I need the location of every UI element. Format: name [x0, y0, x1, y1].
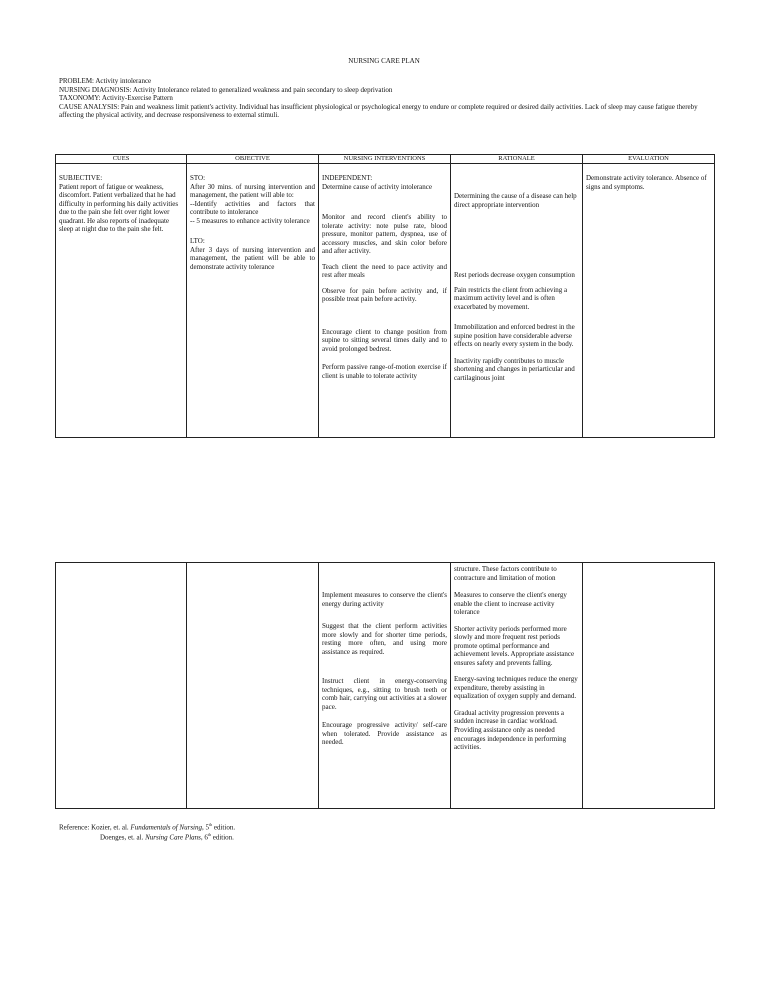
intervention-item: Suggest that the client perform activities more slowly and for shorter time periods, resting more often, and using more assistance as required.: [322, 622, 447, 656]
reference-edition: , 5: [202, 823, 209, 832]
rationale-item: Measures to conserve the client's energy enable the client to increase activity tolerance: [454, 591, 567, 617]
cause-analysis-line: CAUSE ANALYSIS: Pain and weakness limit patient's activity. Individual has insufficient physiological or psychological energy to endure or complete required or desired daily activities. Lack of sleep may cause fatigue thereby affecting the physical activity, and decrease responsiveness to external stimuli.: [59, 102, 698, 120]
intervention-item: Perform passive range-of-motion exercise if client is unable to tolerate activity: [322, 363, 447, 380]
reference-author: Kozier, et. al.: [91, 823, 129, 832]
independent-label: INDEPENDENT:: [322, 174, 373, 182]
intervention-item: Encourage client to change position from supine to sitting several times daily and to avoid prolonged bedrest.: [322, 327, 447, 353]
interventions-cell: [319, 164, 451, 438]
rationale-item: Shorter activity periods performed more slowly and more frequent rest periods promote optimal performance and achievement levels. Appropriate assistance ensures safety and prevents falling.: [454, 624, 575, 667]
lto-heading: LTO:: [190, 237, 205, 246]
intervention-item: Teach client the need to pace activity and rest after meals: [322, 262, 447, 280]
page-title: NURSING CARE PLAN: [348, 57, 420, 65]
problem-line: PROBLEM: Activity intolerance: [59, 77, 152, 85]
rationale-cell-continued: [451, 563, 583, 809]
rationale-item: Determining the cause of a disease can help direct appropriate intervention: [454, 192, 577, 209]
rationale-item: Gradual activity progression prevents a sudden increase in cardiac workload. Providing assistance only as needed encourages independence in performing activities.: [454, 708, 567, 752]
intervention-item: Encourage progressive activity/ self-care when tolerated. Provide assistance as needed.: [322, 721, 447, 747]
reference-label: Reference:: [59, 823, 90, 832]
intervention-item: Monitor and record client's ability to tolerate activity: note pulse rate, blood pressure, monitor pattern, dyspnea, use of accessory muscles, and skin color before and after activity.: [322, 213, 447, 256]
reference-sup: th: [207, 832, 211, 838]
table-row: [56, 164, 715, 438]
column-header-cues: CUES: [56, 155, 187, 164]
rationale-item: Energy-saving techniques reduce the energy expenditure, thereby assisting in equalization of oxygen supply and demand.: [454, 675, 578, 701]
references: [59, 822, 235, 842]
reference-end: edition.: [210, 833, 234, 842]
intervention-item: Determine cause of activity intolerance: [322, 182, 433, 191]
reference-title: Nursing Care Plans: [145, 833, 201, 842]
rationale-item: Pain restricts the client from achieving a maximum activity level and is often exacerbated by movement.: [454, 285, 568, 311]
intervention-item: Implement measures to conserve the client's energy during activity: [322, 591, 447, 608]
reference-sup: th: [209, 822, 213, 827]
lto-text: After 3 days of nursing intervention and management, the patient will be able to demonstrate activity tolerance: [190, 245, 315, 271]
care-plan-table-part2: [55, 562, 715, 809]
objective-cell-continued: [187, 563, 319, 809]
taxonomy-line: TAXONOMY: Activity-Exercise Pattern: [59, 94, 173, 103]
subjective-heading: SUBJECTIVE:: [59, 174, 103, 182]
table-header-row: [56, 155, 715, 164]
evaluation-cell: Demonstrate activity tolerance. Absence of signs and symptoms.: [583, 164, 715, 438]
column-header-evaluation: EVALUATION: [583, 155, 715, 164]
sto-heading: STO:: [190, 174, 206, 182]
intervention-item: Instruct client in energy-conserving techniques, e.g., sitting to brush teeth or comb hair, carrying out activities at a slower pace.: [322, 677, 447, 711]
column-header-objective: OBJECTIVE: [187, 155, 319, 164]
rationale-item: Immobilization and enforced bedrest in the supine position have considerable adverse effects on nearly every system in the body.: [454, 323, 575, 349]
reference-title: Fundamentals of Nursing: [130, 823, 202, 832]
sto-text: After 30 mins. of nursing intervention and management, the patient will able to:: [190, 182, 315, 200]
reference-edition: , 6: [200, 833, 208, 842]
care-plan-header: [59, 77, 709, 120]
column-header-interventions: NURSING INTERVENTIONS: [319, 155, 451, 164]
diagnosis-line: NURSING DIAGNOSIS: Activity Intolerance related to generalized weakness and pain secondary to sleep deprivation: [59, 85, 393, 94]
cues-cell: [56, 164, 187, 438]
cues-cell-continued: [56, 563, 187, 809]
interventions-cell-continued: [319, 563, 451, 809]
reference-line-2: [59, 832, 235, 842]
intervention-item: Observe for pain before activity and, if possible treat pain before activity.: [322, 286, 447, 304]
care-plan-table-part1: [55, 154, 715, 438]
table-row: [56, 563, 715, 809]
rationale-item: Rest periods decrease oxygen consumption: [454, 271, 575, 280]
reference-line-1: [59, 822, 235, 832]
cues-text: Patient report of fatigue or weakness, discomfort. Patient verbalized that he had difficulty in performing his daily activities due to the pain she felt over right lower quadrant. He also reports of inadequate sleep at night due to the pain she felt.: [59, 182, 179, 234]
rationale-item: structure. These factors contribute to contracture and limitation of motion: [454, 565, 557, 582]
evaluation-cell-continued: [583, 563, 715, 809]
sto-item: -- 5 measures to enhance activity tolerance: [190, 216, 310, 225]
column-header-rationale: RATIONALE: [451, 155, 583, 164]
rationale-cell: [451, 164, 583, 438]
rationale-item: Inactivity rapidly contributes to muscle shortening and changes in periarticular and cartilaginous joint: [454, 356, 575, 382]
sto-item: --Identify activities and factors that contribute to intolerance: [190, 199, 315, 217]
reference-author: Doenges, et. al.: [100, 833, 144, 842]
objective-cell: [187, 164, 319, 438]
reference-end: edition.: [212, 823, 236, 832]
